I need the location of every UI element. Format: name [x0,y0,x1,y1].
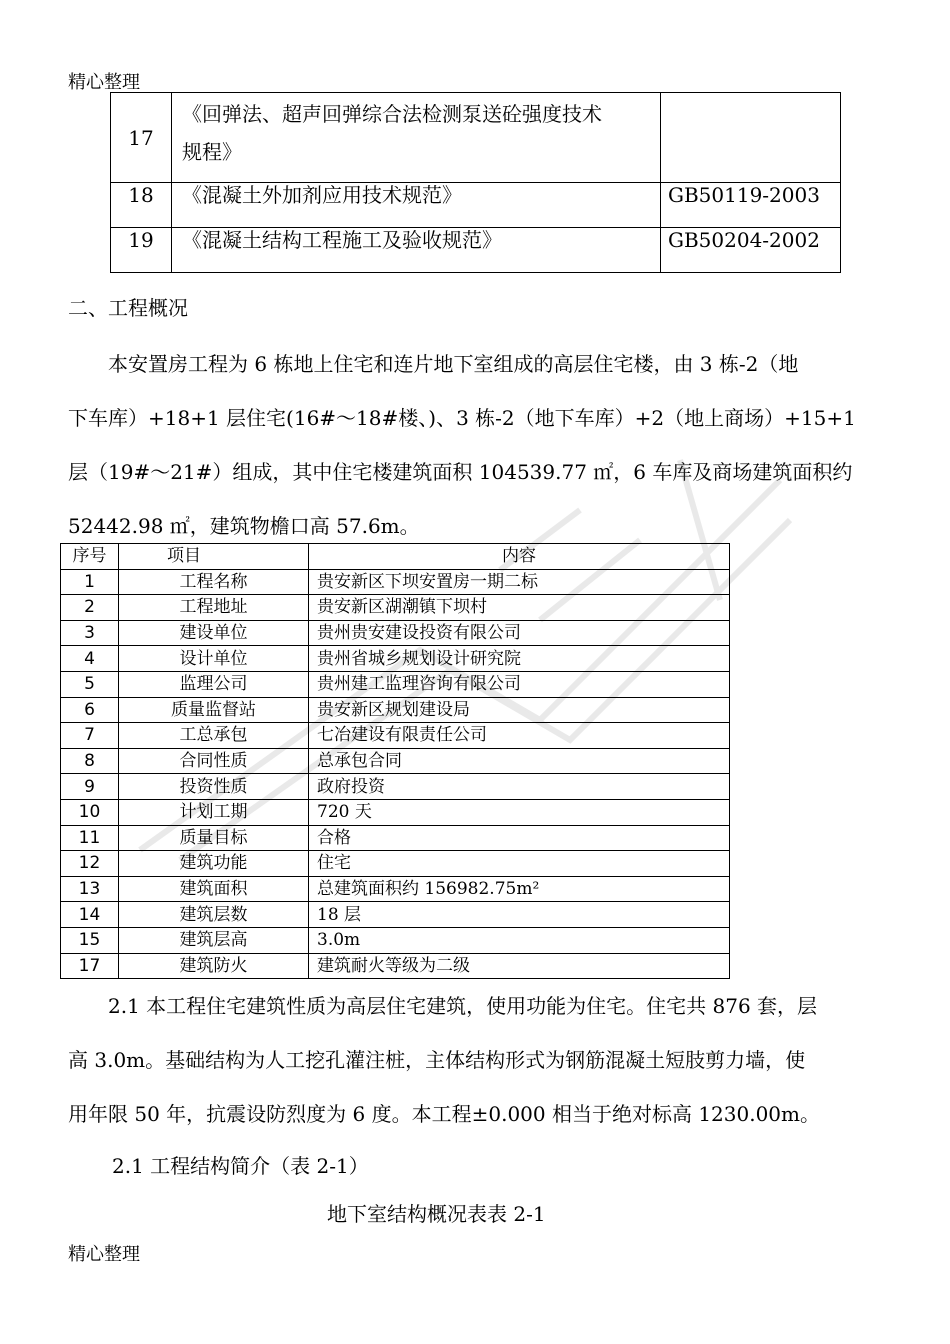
row-number: 5 [61,671,119,697]
row-content: 总承包合同 [309,748,730,774]
overview-paragraph [68,337,883,553]
standard-name-line: 规程》 [182,140,242,164]
row-content: 贵安新区湖潮镇下坝村 [309,595,730,621]
table-row [61,748,730,774]
table-row [61,697,730,723]
table-row [61,902,730,928]
row-number: 4 [61,646,119,672]
row-item: 质量目标 [119,825,309,851]
row-number: 10 [61,799,119,825]
table-row [61,927,730,953]
standard-name [172,93,661,183]
table-caption: 地下室结构概况表表 2-1 [327,1202,546,1226]
row-item: 建筑防火 [119,953,309,979]
row-content: 住宅 [309,851,730,877]
row-item: 工程名称 [119,569,309,595]
project-info-table [60,543,730,979]
standards-table [110,92,841,273]
table-row [61,953,730,979]
table-row [61,569,730,595]
row-item: 质量监督站 [119,697,309,723]
row-item: 合同性质 [119,748,309,774]
page-footer: 精心整理 [68,1244,140,1265]
usage-paragraph [68,979,883,1141]
row-content: 七冶建设有限责任公司 [309,723,730,749]
page-header: 精心整理 [68,72,140,93]
standard-name-line: 《回弹法、超声回弹综合法检测泵送砼强度技术 [182,102,602,126]
table-row [61,851,730,877]
row-content: 3.0m [309,927,730,953]
row-item: 投资性质 [119,774,309,800]
row-content: 贵安新区下坝安置房一期二标 [309,569,730,595]
row-item: 工程地址 [119,595,309,621]
row-number: 8 [61,748,119,774]
header-number: 序号 [61,544,119,570]
table-row [61,774,730,800]
row-number: 1 [61,569,119,595]
paragraph-line [68,337,883,391]
table-row [111,228,841,273]
row-content: 贵州省城乡规划设计研究院 [309,646,730,672]
row-number: 15 [61,927,119,953]
row-item: 设计单位 [119,646,309,672]
row-content: 贵州贵安建设投资有限公司 [309,620,730,646]
row-content: 贵安新区规划建设局 [309,697,730,723]
row-content: 贵州建工监理咨询有限公司 [309,671,730,697]
table-row [61,825,730,851]
table-row [61,876,730,902]
row-content: 建筑耐火等级为二级 [309,953,730,979]
row-item: 计划工期 [119,799,309,825]
row-item: 工总承包 [119,723,309,749]
row-content: 总建筑面积约 156982.75m² [309,876,730,902]
row-number: 12 [61,851,119,877]
standard-code: GB50119-2003 [661,183,841,228]
header-content: 内容 [309,544,730,570]
standard-number: 17 [111,93,172,183]
row-number: 6 [61,697,119,723]
row-number: 11 [61,825,119,851]
section-title: 二、工程概况 [68,296,188,320]
row-number: 14 [61,902,119,928]
standard-name: 《混凝土结构工程施工及验收规范》 [172,228,661,273]
row-number: 17 [61,953,119,979]
table-header-row [61,544,730,570]
paragraph-line: 层（19#～21#）组成，其中住宅楼建筑面积 104539.77 ㎡，6 车库及商场建筑面积约 [68,460,853,484]
standard-name: 《混凝土外加剂应用技术规范》 [172,183,661,228]
table-row [111,93,841,183]
table-row [61,620,730,646]
row-content: 合格 [309,825,730,851]
row-number: 2 [61,595,119,621]
header-item: 项目 [119,544,309,570]
row-number: 9 [61,774,119,800]
row-item: 建设单位 [119,620,309,646]
standard-code: GB50204-2002 [661,228,841,273]
paragraph-line: 高 3.0m。基础结构为人工挖孔灌注桩，主体结构形式为钢筋混凝土短肢剪力墙，使 [68,1048,806,1072]
standard-code [661,93,841,183]
row-content: 18 层 [309,902,730,928]
paragraph-line: 用年限 50 年，抗震设防烈度为 6 度。本工程±0.000 相当于绝对标高 1230.00m。 [68,1102,821,1126]
row-number: 7 [61,723,119,749]
row-item: 建筑功能 [119,851,309,877]
standard-number: 19 [111,228,172,273]
table-row [61,723,730,749]
paragraph-line [68,979,883,1033]
row-item: 建筑层数 [119,902,309,928]
row-number: 13 [61,876,119,902]
row-content: 720 天 [309,799,730,825]
sub-section-title: 2.1 工程结构简介（表 2-1） [112,1154,369,1178]
standard-number: 18 [111,183,172,228]
row-item: 建筑面积 [119,876,309,902]
row-number: 3 [61,620,119,646]
table-row [111,183,841,228]
paragraph-text: 本安置房工程为 6 栋地上住宅和连片地下室组成的高层住宅楼，由 3 栋-2（地 [108,352,799,376]
paragraph-text: 2.1 本工程住宅建筑性质为高层住宅建筑，使用功能为住宅。住宅共 876 套，层 [108,994,818,1018]
paragraph-line: 下车库）+18+1 层住宅(16#～18#楼、)、3 栋-2（地下车库）+2（地上商场）+15+1 [68,406,856,430]
row-content: 政府投资 [309,774,730,800]
row-item: 建筑层高 [119,927,309,953]
table-row [61,646,730,672]
row-item: 监理公司 [119,671,309,697]
paragraph-line: 52442.98 ㎡，建筑物檐口高 57.6m。 [68,514,420,538]
table-row [61,799,730,825]
table-row [61,595,730,621]
table-row [61,671,730,697]
